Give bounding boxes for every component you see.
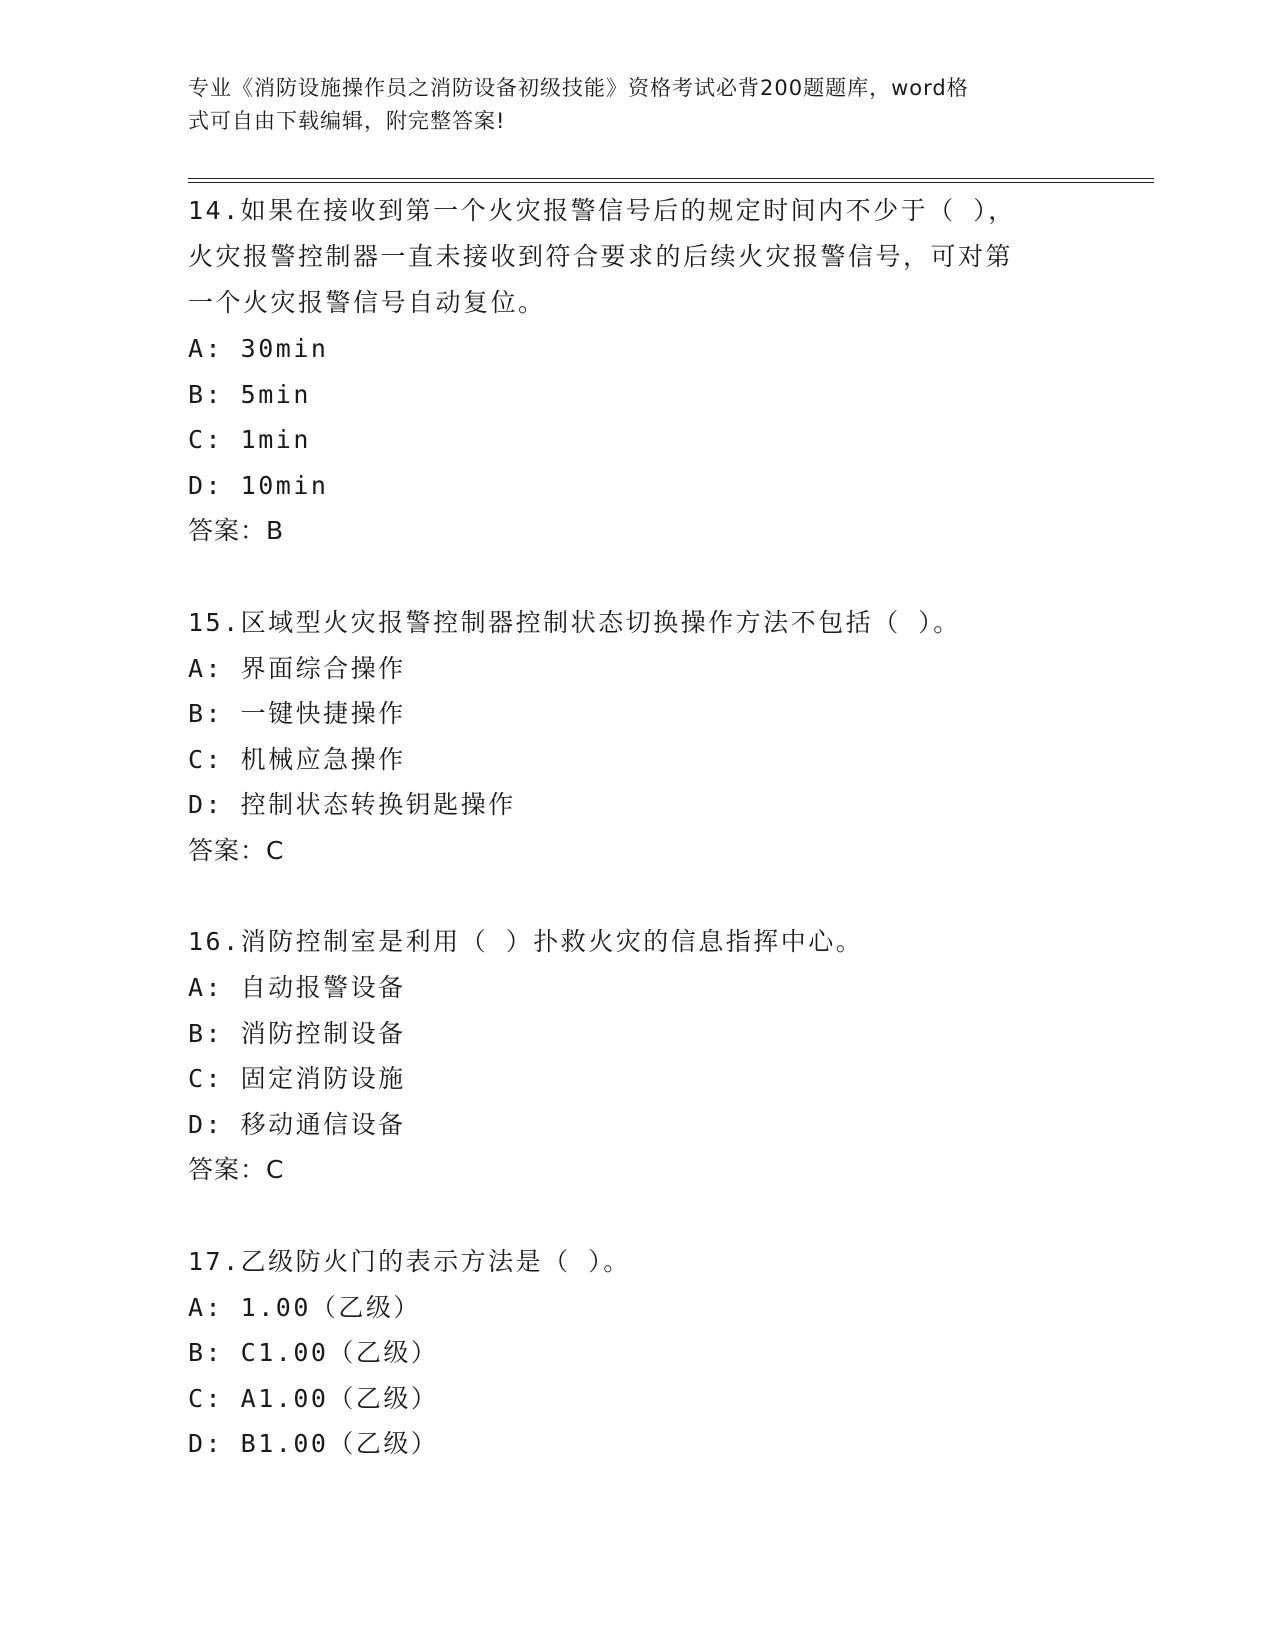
- option-letter: C:: [188, 744, 224, 774]
- option-text: 1.00（乙级）: [240, 1292, 421, 1322]
- header-divider-top: [188, 178, 1154, 179]
- option-text: 控制状态转换钥匙操作: [240, 790, 516, 819]
- header-line-1: 专业《消防设施操作员之消防设备初级技能》资格考试必背200题题库，word格: [188, 76, 969, 100]
- question-stem-line: 14.如果在接收到第一个火灾报警信号后的规定时间内不少于（ ），: [188, 196, 1016, 225]
- option-c: [188, 1056, 1088, 1102]
- option-letter: D:: [188, 790, 224, 819]
- question-spacer: [188, 873, 1088, 919]
- option-c: [188, 417, 1088, 463]
- header-line-2: 式可自由下载编辑，附完整答案!: [188, 109, 506, 133]
- option-text: 10min: [240, 470, 329, 500]
- answer-line: 答案：B: [188, 516, 285, 545]
- question-15: [188, 600, 1088, 874]
- option-letter: B:: [188, 699, 224, 728]
- header-divider-bottom: [188, 182, 1154, 183]
- option-text: 1min: [240, 425, 311, 454]
- option-d: [188, 463, 1088, 509]
- question-spacer: [188, 554, 1088, 600]
- option-text: A1.00（乙级）: [240, 1383, 439, 1413]
- option-a: [188, 646, 1088, 692]
- option-letter: C:: [188, 425, 224, 454]
- option-b: [188, 1330, 1088, 1376]
- option-b: [188, 691, 1088, 737]
- option-text: 30min: [240, 334, 329, 363]
- option-letter: B:: [188, 1338, 224, 1367]
- question-stem-line: 15.区域型火灾报警控制器控制状态切换操作方法不包括（ ）。: [188, 607, 961, 637]
- question-stem-line: 16.消防控制室是利用（ ）扑救火灾的信息指挥中心。: [188, 927, 864, 956]
- option-letter: A:: [188, 1292, 224, 1322]
- option-text: 移动通信设备: [240, 1109, 406, 1139]
- option-text: 一键快捷操作: [240, 699, 406, 728]
- option-letter: A:: [188, 973, 224, 1002]
- option-a: [188, 326, 1088, 372]
- question-stem-line: 17.乙级防火门的表示方法是（ ）。: [188, 1246, 631, 1276]
- option-letter: C:: [188, 1383, 224, 1413]
- option-b: [188, 372, 1088, 418]
- option-letter: A:: [188, 653, 224, 683]
- option-letter: D:: [188, 1109, 224, 1139]
- answer-line: 答案：C: [188, 1155, 285, 1184]
- document-header: [188, 72, 1068, 138]
- question-14: [188, 188, 1088, 554]
- option-c: [188, 1376, 1088, 1422]
- question-stem: [188, 919, 1088, 965]
- option-letter: C:: [188, 1064, 224, 1093]
- option-text: 自动报警设备: [240, 973, 406, 1002]
- question-spacer: [188, 1193, 1088, 1239]
- question-list: [188, 188, 1088, 1467]
- option-a: [188, 1285, 1088, 1331]
- question-17: [188, 1239, 1088, 1467]
- option-text: B1.00（乙级）: [240, 1429, 439, 1458]
- option-d: [188, 782, 1088, 828]
- option-text: 界面综合操作: [240, 653, 406, 683]
- option-text: 机械应急操作: [240, 744, 406, 774]
- question-stem: [188, 600, 1088, 646]
- option-b: [188, 1011, 1088, 1057]
- answer-line: 答案：C: [188, 835, 285, 865]
- option-text: 消防控制设备: [240, 1018, 406, 1048]
- option-c: [188, 737, 1088, 783]
- option-text: 固定消防设施: [240, 1064, 406, 1093]
- option-text: 5min: [240, 379, 311, 409]
- option-text: C1.00（乙级）: [240, 1338, 439, 1367]
- question-stem-line: 火灾报警控制器一直未接收到符合要求的后续火灾报警信号，可对第: [188, 242, 1014, 271]
- question-stem-line: 一个火灾报警信号自动复位。: [188, 288, 546, 317]
- question-16: [188, 919, 1088, 1193]
- option-letter: D:: [188, 470, 224, 500]
- option-a: [188, 965, 1088, 1011]
- option-d: [188, 1421, 1088, 1467]
- option-letter: B:: [188, 379, 224, 409]
- option-d: [188, 1102, 1088, 1148]
- option-letter: D:: [188, 1429, 224, 1458]
- question-stem: [188, 1239, 1088, 1285]
- question-stem: [188, 188, 1088, 326]
- option-letter: A:: [188, 334, 224, 363]
- option-letter: B:: [188, 1018, 224, 1048]
